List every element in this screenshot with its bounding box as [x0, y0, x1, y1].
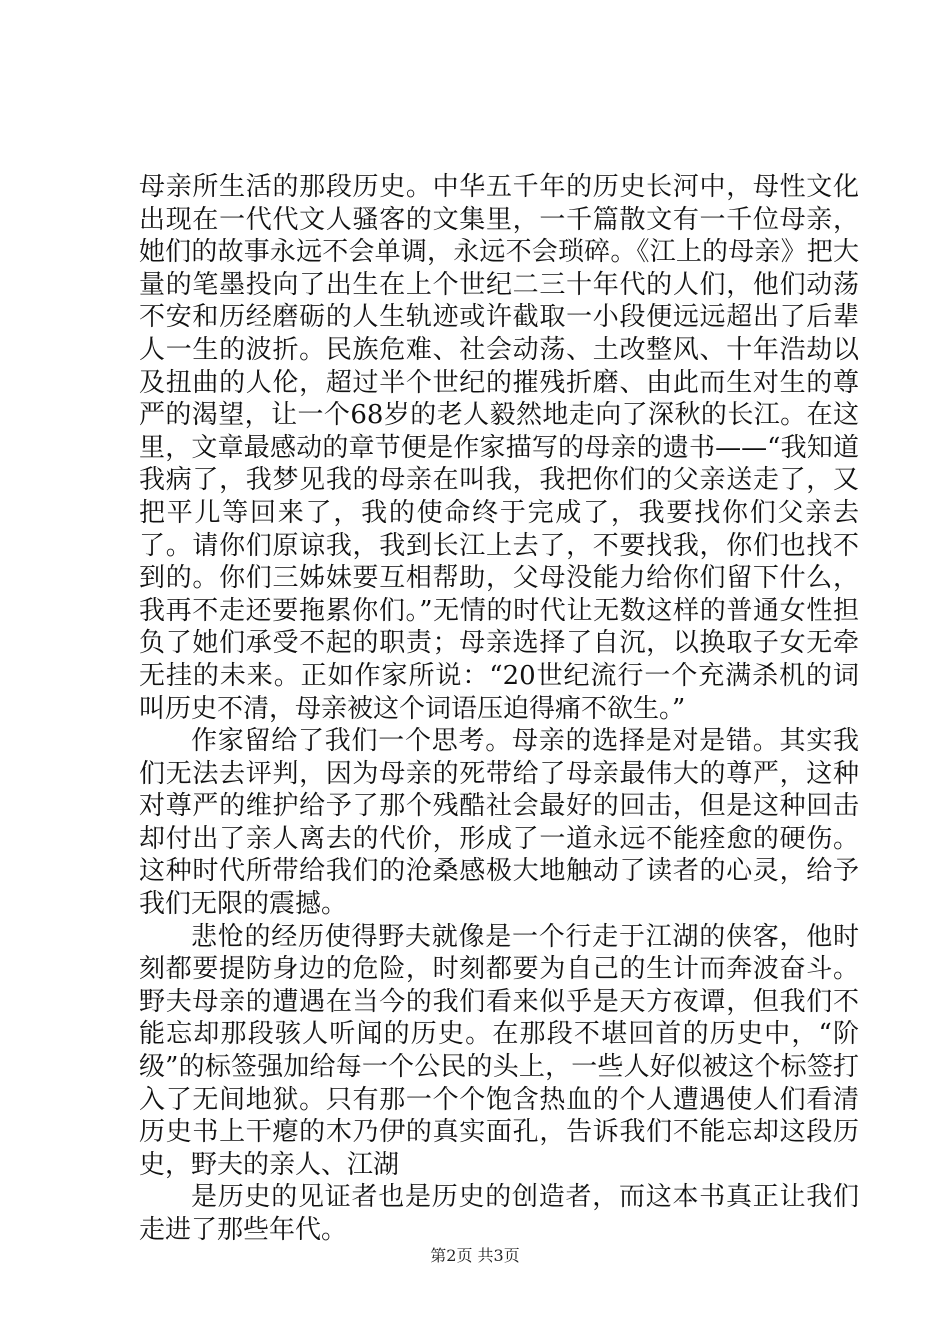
document-body	[139, 171, 859, 1247]
page-number-footer: 第2页 共3页	[430, 1246, 520, 1265]
paragraph-4: 是历史的见证者也是历史的创造者，而这本书真正让我们走进了那些年代。	[139, 1182, 859, 1245]
paragraph-2: 作家留给了我们一个思考。母亲的选择是对是错。其实我们无法去评判，因为母亲的死带给了母亲最伟大的尊严，这种对尊严的维护给予了那个残酷社会最好的回击，但是这种回击却付出了亲人离去的代价，形成了一道永远不能痊愈的硬伤。这种时代所带给我们的沧桑感极大地触动了读者的心灵，给予我们无限的震撼。	[139, 726, 859, 920]
paragraph-3: 悲怆的经历使得野夫就像是一个行走于江湖的侠客，他时刻都要提防身边的危险，时刻都要为自己的生计而奔波奋斗。野夫母亲的遭遇在当今的我们看来似乎是天方夜谭，但我们不能忘却那段骇人听闻的历史。在那段不堪回首的历史中，“阶级”的标签强加给每一个公民的头上，一些人好似被这个标签打入了无间地狱。只有那一个个饱含热血的个人遭遇使人们看清历史书上干瘪的木乃伊的真实面孔，告诉我们不能忘却这段历史，野夫的亲人、江湖	[139, 921, 859, 1180]
paragraph-1: 母亲所生活的那段历史。中华五千年的历史长河中，母性文化出现在一代代文人骚客的文集里，一千篇散文有一千位母亲，她们的故事永远不会单调，永远不会琐碎。《江上的母亲》把大量的笔墨投向了出生在上个世纪二三十年代的人们，他们动荡不安和历经磨砺的人生轨迹或许截取一小段便远远超出了后辈人一生的波折。民族危难、社会动荡、土改整风、十年浩劫以及扭曲的人伦，超过半个世纪的摧残折磨、由此而生对生的尊严的渴望，让一个68岁的老人毅然地走向了深秋的长江。在这里，文章最感动的章节便是作家描写的母亲的遗书——“我知道我病了，我梦见我的母亲在叫我，我把你们的父亲送走了，又把平儿等回来了，我的使命终于完成了，我要找你们父亲去了。请你们原谅我，我到长江上去了，不要找我，你们也找不到的。你们三姊妹要互相帮助，父母没能力给你们留下什么，我再不走还要拖累你们。”无情的时代让无数这样的普通女性担负了她们承受不起的职责；母亲选择了自沉，以换取子女无牵无挂的未来。正如作家所说：“20世纪流行一个充满杀机的词叫历史不清，母亲被这个词语压迫得痛不欲生。”	[139, 172, 859, 724]
